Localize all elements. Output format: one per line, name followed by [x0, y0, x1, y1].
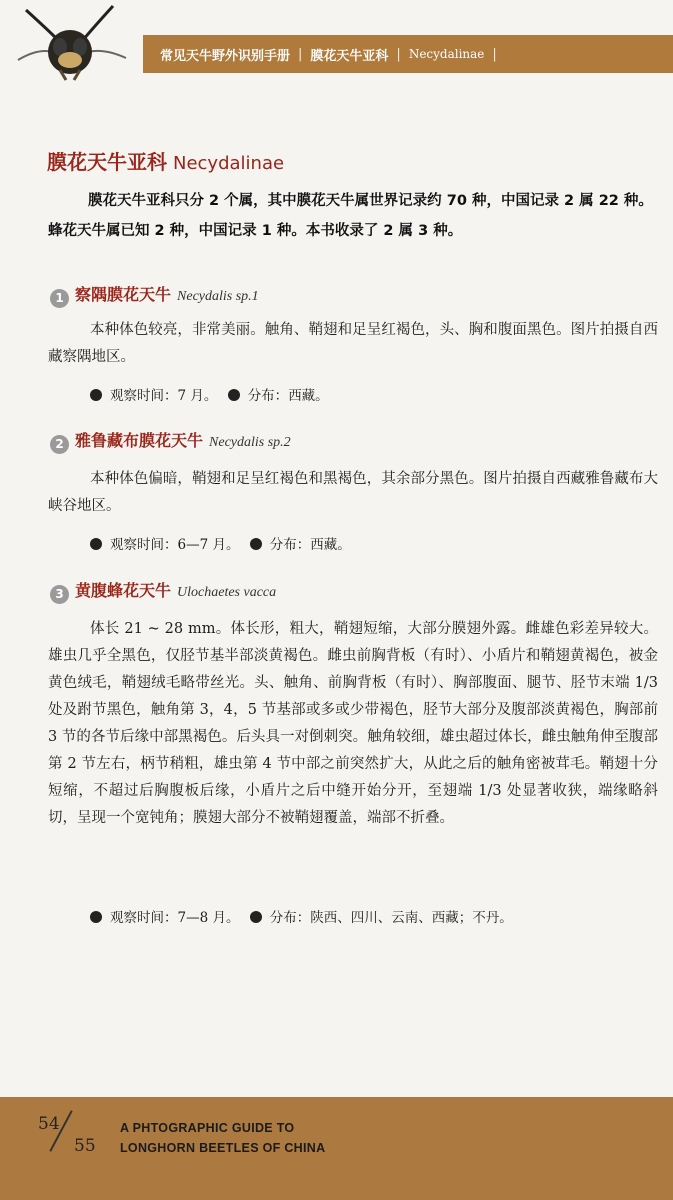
- time-label: 观察时间：: [110, 388, 178, 404]
- bullet-icon: [250, 911, 262, 923]
- section-cn: 膜花天牛亚科: [310, 48, 389, 64]
- species-cn-name: 黄腹蜂花天牛: [75, 581, 172, 600]
- species-description: 本种体色偏暗，鞘翅和足呈红褐色和黑褐色，其余部分黑色。图片拍摄自西藏雅鲁藏布大峡谷地区。: [48, 471, 658, 514]
- header-separator: |: [492, 46, 497, 62]
- bullet-icon: [90, 538, 102, 550]
- species-sci-name: Necydalis sp.2: [209, 435, 291, 450]
- distribution-label: 分布：: [269, 537, 311, 553]
- species-description: 体长 21 ~ 28 mm。体长形，粗大，鞘翅短缩，大部分膜翅外露。雌雄色彩差异较大。雄虫几乎全黑色，仅胫节基半部淡黄褐色。雌虫前胸背板（有时）、小盾片和鞘翅黄褐色，被金黄色绒毛，鞘翅绒毛略带丝光。头、触角、前胸背板（有时）、胸部腹面、腿节、胫节末端 1/3 处及跗节黑色，触角第 3，4，5 节基部或多或少带褐色，胫节大部分及腹部淡黄褐色，胸部前 3 节的各节后缘中部黑褐色。后头具一对倒刺突。触角较细，雄虫超过体长，雌虫触角伸至腹部第 2 节左右，柄节稍粗，雄虫第 4 节中部之前突然扩大，从此之后的触角密被茸毛。鞘翅十分短缩，不超过后胸腹板后缘，小盾片之后中缝开始分开，至翅端 1/3 处显著收狭，端缘略斜切，呈现一个宽钝角；膜翅大部分不被鞘翅覆盖，端部不折叠。: [48, 621, 658, 826]
- footer-book-title: [120, 1118, 325, 1158]
- time-label: 观察时间：: [110, 910, 178, 926]
- time-value: 7—8 月。: [177, 910, 240, 926]
- bullet-icon: [90, 911, 102, 923]
- species-cn-name: 察隅膜花天牛: [75, 285, 172, 304]
- header-separator: |: [396, 46, 401, 62]
- intro-paragraph: 膜花天牛亚科只分 2 个属，其中膜花天牛属世界记录约 70 种，中国记录 2 属 22 种。蜂花天牛属已知 2 种，中国记录 1 种。本书收录了 2 属 3 种。: [48, 193, 653, 239]
- species-heading: [50, 578, 276, 602]
- species-sci-name: Ulochaetes vacca: [177, 585, 277, 600]
- footer-line-1: A PHTOGRAPHIC GUIDE TO: [120, 1121, 295, 1135]
- beetle-head-logo: [8, 0, 133, 82]
- species-heading: [50, 282, 259, 306]
- bullet-icon: [90, 389, 102, 401]
- header-separator: |: [298, 46, 303, 62]
- distribution-value: 西藏。: [288, 388, 329, 404]
- time-value: 6—7 月。: [177, 537, 240, 553]
- species-number-badge: 2: [50, 435, 69, 454]
- bullet-icon: [228, 389, 240, 401]
- distribution-value: 陕西、四川、云南、西藏；不丹。: [310, 910, 513, 926]
- species-info-line: [90, 384, 329, 404]
- species-number-badge: 3: [50, 585, 69, 604]
- species-heading: [50, 428, 291, 452]
- species-info-line: [90, 533, 351, 553]
- page-title: [47, 146, 284, 175]
- distribution-label: 分布：: [269, 910, 311, 926]
- distribution-label: 分布：: [247, 388, 289, 404]
- page-title-cn: 膜花天牛亚科: [47, 150, 167, 174]
- book-title: 常见天牛野外识别手册: [160, 48, 291, 64]
- footer-line-2: LONGHORN BEETLES OF CHINA: [120, 1141, 326, 1155]
- species-sci-name: Necydalis sp.1: [177, 289, 259, 304]
- species-info-line: [90, 906, 513, 926]
- footer-band: [0, 1097, 673, 1200]
- distribution-value: 西藏。: [310, 537, 351, 553]
- page-number-right: 55: [74, 1136, 96, 1156]
- species-description: 本种体色较亮，非常美丽。触角、鞘翅和足呈红褐色，头、胸和腹面黑色。图片拍摄自西藏察隅地区。: [48, 322, 658, 365]
- running-header: [160, 35, 497, 73]
- time-value: 7 月。: [177, 388, 218, 404]
- species-number-badge: 1: [50, 289, 69, 308]
- page-title-latin: Necydalinae: [173, 153, 285, 174]
- page-number-left: 54: [38, 1114, 60, 1134]
- species-cn-name: 雅鲁藏布膜花天牛: [75, 431, 204, 450]
- time-label: 观察时间：: [110, 537, 178, 553]
- bullet-icon: [250, 538, 262, 550]
- section-latin: Necydalinae: [408, 47, 485, 61]
